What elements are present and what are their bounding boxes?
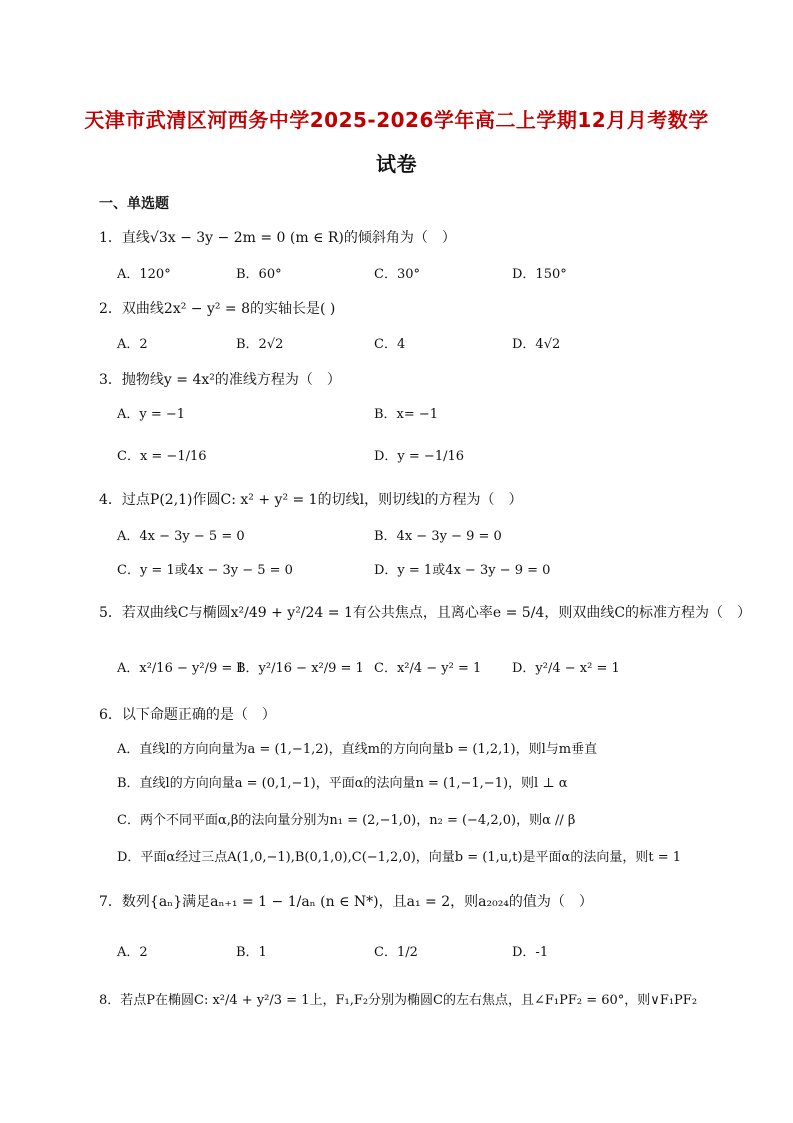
question-5-option-c[interactable]: C．x²/4 − y² = 1 (374, 661, 482, 676)
exam-title-line2: 试卷 (376, 152, 417, 176)
question-4-stem: 4．过点P(2,1)作圆C: x² + y² = 1的切线l，则切线l的方程为（ ） (99, 492, 523, 508)
question-2-option-d[interactable]: D．4√2 (512, 337, 561, 352)
question-3-option-c[interactable]: C．x = −1/16 (117, 449, 207, 464)
question-1-option-a[interactable]: A．120° (117, 267, 171, 282)
question-5-stem: 5．若双曲线C与椭圆x²/49 + y²/24 = 1有公共焦点，且离心率e = 5/4，则双曲线C的标准方程为（ ） (99, 605, 752, 621)
question-1-option-d[interactable]: D．150° (512, 267, 567, 282)
question-2-option-c[interactable]: C．4 (374, 337, 406, 352)
question-5-option-b[interactable]: B．y²/16 − x²/9 = 1 (236, 661, 364, 676)
question-7-option-c[interactable]: C．1/2 (374, 945, 418, 960)
question-2-option-a[interactable]: A．2 (117, 337, 148, 352)
question-4-option-a[interactable]: A．4x − 3y − 5 = 0 (117, 529, 245, 544)
question-7-option-b[interactable]: B．1 (236, 945, 267, 960)
exam-title-line1: 天津市武清区河西务中学2025-2026学年高二上学期12月月考数学 (84, 108, 709, 132)
question-2-stem: 2．双曲线2x² − y² = 8的实轴长是( ) (99, 301, 336, 317)
question-7-option-d[interactable]: D．-1 (512, 945, 549, 960)
question-1-option-c[interactable]: C．30° (374, 267, 420, 282)
question-6-option-d[interactable]: D．平面α经过三点A(1,0,−1),B(0,1,0),C(−1,2,0)，向量b = (1,u,t)是平面α的法向量，则t = 1 (117, 850, 681, 865)
question-3-option-d[interactable]: D．y = −1/16 (374, 449, 465, 464)
question-4-option-c[interactable]: C．y = 1或4x − 3y − 5 = 0 (117, 563, 293, 578)
question-4-option-b[interactable]: B．4x − 3y − 9 = 0 (374, 529, 502, 544)
question-3-option-b[interactable]: B．x= −1 (374, 407, 439, 422)
question-1-option-b[interactable]: B．60° (236, 267, 282, 282)
question-5-option-a[interactable]: A．x²/16 − y²/9 = 1 (117, 661, 245, 676)
section-heading: 一、单选题 (99, 196, 169, 212)
question-6-option-a[interactable]: A．直线l的方向向量为a = (1,−1,2)，直线m的方向向量b = (1,2,1)，则l与m垂直 (117, 742, 598, 757)
question-1-stem: 1．直线√3x − 3y − 2m = 0 (m ∈ R)的倾斜角为（ ） (99, 230, 456, 246)
question-6-option-b[interactable]: B．直线l的方向向量a = (0,1,−1)，平面α的法向量n = (1,−1,−1)，则l ⊥ α (117, 776, 568, 791)
question-8-stem: 8．若点P在椭圆C: x²/4 + y²/3 = 1上，F₁,F₂分别为椭圆C的左右焦点，且∠F₁PF₂ = 60°，则∨F₁PF₂ (99, 993, 698, 1008)
question-4-option-d[interactable]: D．y = 1或4x − 3y − 9 = 0 (374, 563, 551, 578)
question-7-option-a[interactable]: A．2 (117, 945, 148, 960)
question-6-stem: 6．以下命题正确的是（ ） (99, 707, 276, 723)
question-3-stem: 3．抛物线y = 4x²的准线方程为（ ） (99, 372, 341, 388)
question-2-option-b[interactable]: B．2√2 (236, 337, 284, 352)
question-5-option-d[interactable]: D．y²/4 − x² = 1 (512, 661, 620, 676)
question-3-option-a[interactable]: A．y = −1 (117, 407, 186, 422)
question-6-option-c[interactable]: C．两个不同平面α,β的法向量分别为n₁ = (2,−1,0)，n₂ = (−4,2,0)，则α // β (117, 813, 576, 828)
question-7-stem: 7．数列{aₙ}满足aₙ₊₁ = 1 − 1/aₙ (n ∈ N*)，且a₁ = 2，则a₂₀₂₄的值为（ ） (99, 894, 593, 910)
